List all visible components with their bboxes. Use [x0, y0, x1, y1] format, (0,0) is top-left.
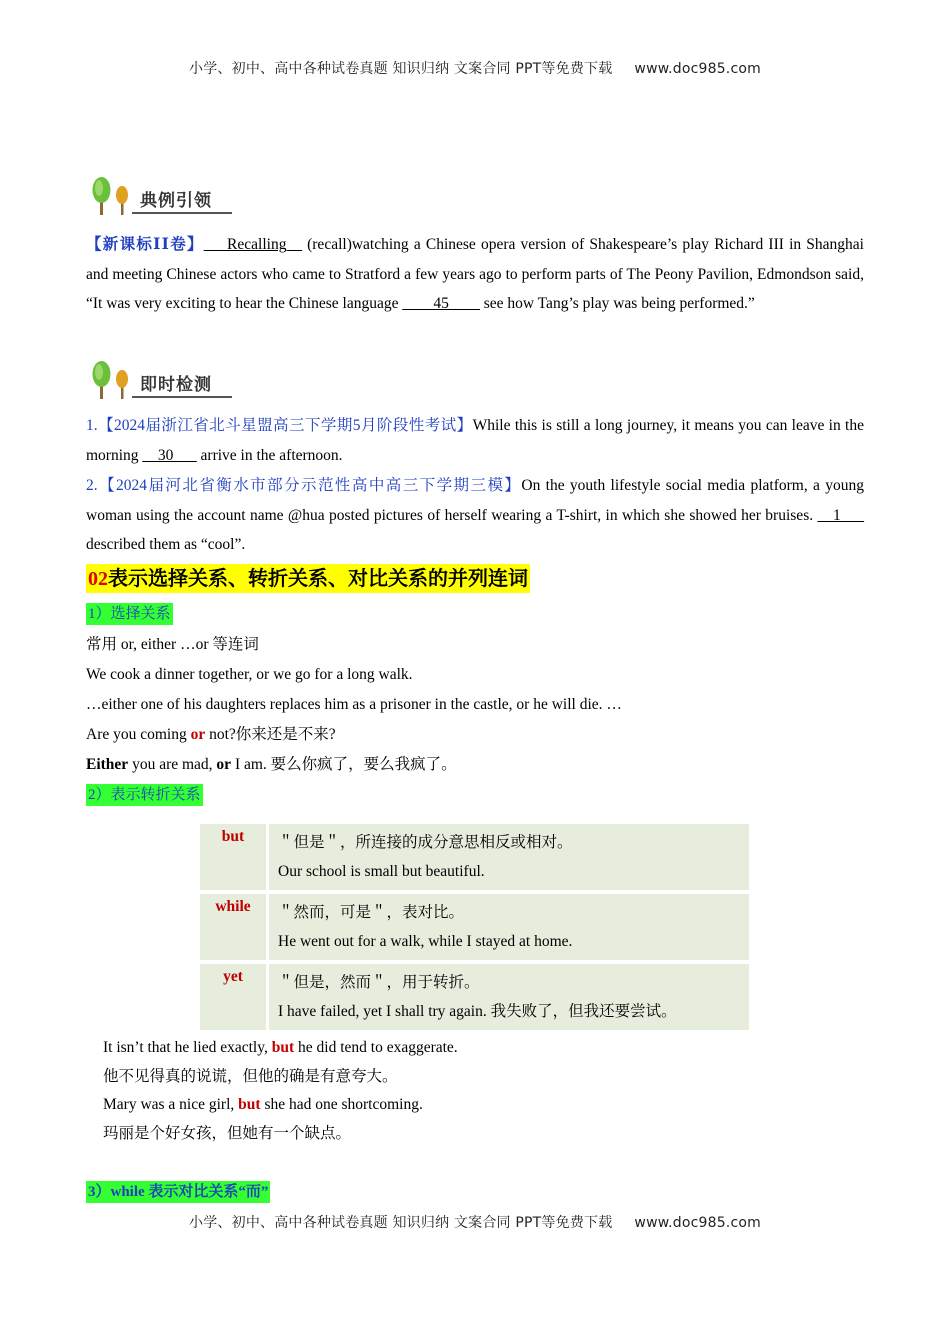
keyword: or [216, 756, 232, 773]
section-title [86, 564, 530, 593]
meaning: ＂但是，然而＂，用于转折。 [278, 974, 480, 991]
keyword: or [190, 726, 206, 743]
blank-answer: __30___ [142, 446, 197, 464]
section-badge-practice [88, 360, 238, 400]
section-badge-examples [88, 176, 238, 216]
badge-label: 典例引领 [140, 191, 212, 211]
question-text-1: While this is still a long journey, it means you can leave in the morning [86, 417, 864, 464]
example-sentence: I have failed, yet I shall try again. 我失败了，但我还要尝试。 [278, 1003, 677, 1020]
question-source: 【2024届浙江省北斗星盟高三下学期5月阶段性考试】 [97, 417, 473, 434]
blank-answer: ____45____ [402, 295, 480, 312]
table-keyword: while [200, 890, 269, 960]
tree-icon [88, 360, 136, 400]
badge-underline [132, 212, 232, 214]
table-cell [269, 960, 749, 1030]
subheading-choice: 1）选择关系 [86, 603, 173, 625]
meaning: ＂但是＂，所连接的成分意思相反或相对。 [278, 834, 573, 851]
choice-line-4 [86, 720, 336, 750]
question-2 [86, 471, 864, 560]
example-sentence: Our school is small but beautiful. [278, 863, 485, 880]
page-footer [0, 1212, 950, 1232]
example-1 [103, 1033, 458, 1062]
blank-answer: __1___ [817, 506, 864, 524]
example-2 [103, 1090, 423, 1119]
choice-line-1: 常用 or, either …or 等连词 [86, 636, 259, 653]
choice-line-5 [86, 750, 457, 780]
table-keyword: yet [200, 960, 269, 1030]
text: you are mad, [128, 756, 217, 773]
header-site[interactable]: www.doc985.com [634, 61, 761, 77]
subheading-while: 3）while 表示对比关系“而” [86, 1181, 270, 1203]
keyword: but [238, 1096, 261, 1113]
text: Are you coming [86, 726, 191, 743]
example-sentence: He went out for a walk, while I stayed at home. [278, 933, 573, 950]
choice-line-3: …either one of his daughters replaces him as a prisoner in the castle, or he will die. … [86, 696, 622, 713]
example-paragraph [86, 230, 864, 319]
footer-site[interactable]: www.doc985.com [634, 1215, 761, 1231]
keyword: but [271, 1039, 295, 1056]
question-text-1: On the youth lifestyle social media platform, a young woman using the account name @hua posted pictures of herself wearing a T-shirt, in which she showed her bruises. [86, 477, 864, 524]
table-row [200, 890, 749, 960]
example-text-1: (recall)watching a Chinese opera version of Shakespeare’s play Richard III in Shanghai and meeting Chinese actors who came to Stratford a few years ago to perform parts of The Peony Pavilion, Edmondson said, “It was very exciting to hear the Chinese language [86, 236, 864, 312]
text: I am. 要么你疯了，要么我疯了。 [231, 756, 457, 773]
question-text-2: described them as “cool”. [86, 536, 246, 553]
tree-icon [88, 176, 136, 216]
section-number: 02 [88, 568, 108, 590]
table-cell [269, 890, 749, 960]
section-title-text: 表示选择关系、转折关系、对比关系的并列连词 [108, 566, 528, 590]
meaning: ＂然而，可是＂，表对比。 [278, 904, 465, 921]
choice-line-2: We cook a dinner together, or we go for a long walk. [86, 666, 413, 683]
text: It isn’t that he lied exactly, [103, 1039, 272, 1056]
table-row [200, 960, 749, 1030]
conjunction-table [200, 824, 749, 1030]
example-text-2: see how Tang’s play was being performed.” [479, 295, 755, 312]
question-text-2: arrive in the afternoon. [196, 446, 343, 464]
table-keyword: but [200, 824, 269, 890]
question-number: 1. [86, 417, 98, 434]
badge-label: 即时检测 [140, 375, 212, 395]
question-1 [86, 411, 864, 470]
text: she had one shortcoming. [260, 1096, 423, 1113]
example-tag: 【新课标ⅠⅠ卷】 [86, 236, 204, 253]
question-number: 2. [86, 477, 98, 494]
footer-text: 小学、初中、高中各种试卷真题 知识归纳 文案合同 PPT等免费下载 [189, 1215, 613, 1231]
text: not?你来还是不来? [205, 726, 336, 743]
example-1-translation: 他不见得真的说谎，但他的确是有意夸大。 [103, 1068, 398, 1085]
keyword: Either [86, 756, 129, 773]
table-row [200, 824, 749, 890]
text: Mary was a nice girl, [103, 1096, 239, 1113]
example-2-translation: 玛丽是个好女孩，但她有一个缺点。 [103, 1125, 352, 1142]
text: he did tend to exaggerate. [294, 1039, 458, 1056]
table-cell [269, 824, 749, 890]
blank-answer: ___Recalling__ [203, 236, 302, 253]
subheading-contrast: 2）表示转折关系 [86, 784, 203, 806]
question-source: 【2024届河北省衡水市部分示范性高中高三下学期三模】 [97, 477, 522, 494]
header-text: 小学、初中、高中各种试卷真题 知识归纳 文案合同 PPT等免费下载 [189, 61, 613, 77]
badge-underline [132, 396, 232, 398]
page-header [0, 58, 950, 78]
